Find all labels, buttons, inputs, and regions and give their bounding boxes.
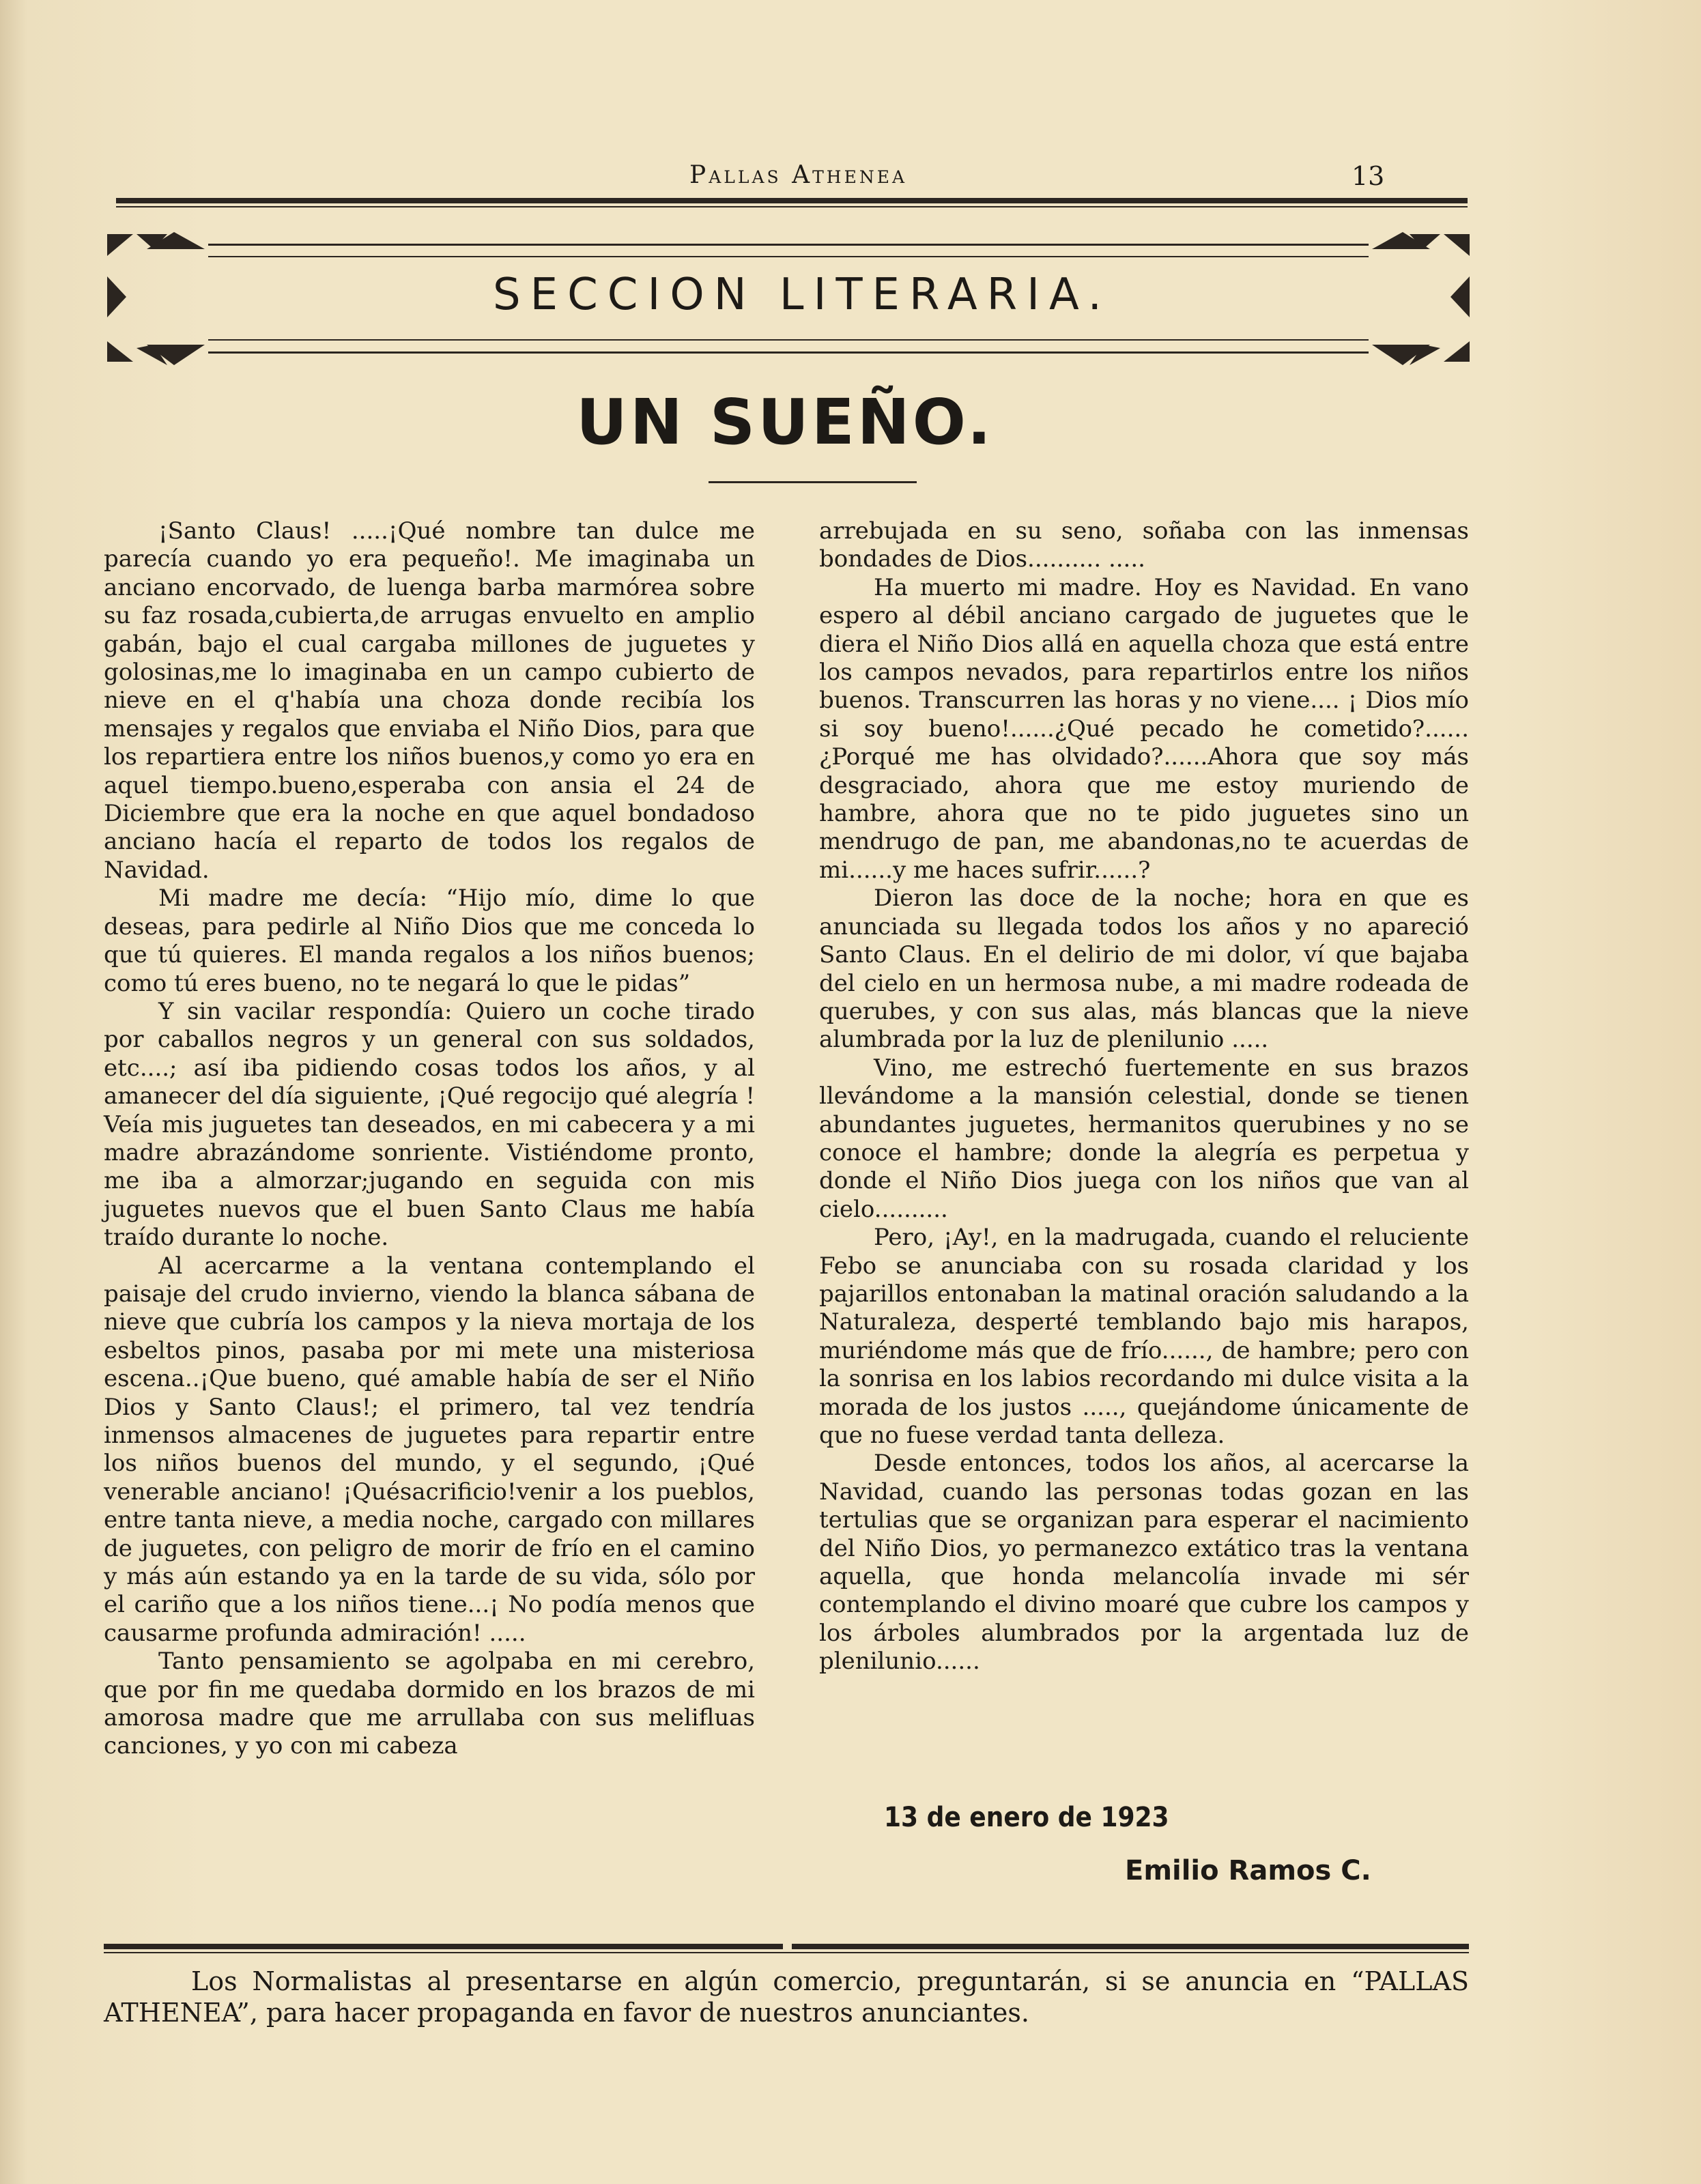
banner-rule-bottom xyxy=(208,351,1369,354)
article-column-right xyxy=(819,517,1469,1676)
article-author: Emilio Ramos C. xyxy=(1125,1855,1371,1886)
paragraph: Vino, me estrechó fuertemente en sus brazos llevándome a la mansión celestial, donde se tienen abundantes juguetes, hermanitos querubines y no se conoce el hambre; donde la alegría es perpetua y donde el Niño Dios juega con los niños que van al cielo.......... xyxy=(819,1054,1469,1223)
header-rule-thin xyxy=(116,206,1468,207)
paragraph: Pero, ¡Ay!, en la madrugada, cuando el reluciente Febo se anunciaba con su rosada claridad y los pajarillos entonaban la matinal oración saludando a la Naturaleza, desperté temblando bajo mis harapos, muriéndome más que de frío......, de hambre; pero con la sonrisa en los labios recordando mi dulce visita a la morada de los justos ....., quejándome únicamente de que no fuese verdad tanta delleza. xyxy=(819,1224,1469,1449)
header-rule xyxy=(116,198,1468,203)
footer-notice xyxy=(104,1966,1469,2028)
corner-ornament-left-icon xyxy=(106,229,208,369)
footer-text: Los Normalistas al presentarse en algún comercio, preguntarán, si se anuncia en “PALLAS ATHENEA”, para hacer propaganda en favor de nuestros anunciantes. xyxy=(104,1966,1469,2028)
article-title: UN SUEÑO. xyxy=(576,386,994,459)
paragraph: Al acercarme a la ventana contemplando el paisaje del crudo invierno, viendo la blanca sábana de nieve que cubría los campos y la nieva mortaja de los esbeltos pinos, pasaba por mi mete una misteriosa escena..¡Que bueno, qué amable había de ser el Niño Dios y Santo Claus!; el primero, tal vez tendría inmensos almacenes de juguetes para repartir entre los niños buenos del mundo, y el segundo, ¡Qué venerable anciano! ¡Quésacrificio!venir a los pueblos, entre tanta nieve, a media noche, cargado con millares de juguetes, con peligro de morir de frío en el camino y más aún estando ya en la tarde de su vida, sólo por el cariño que a los niños tiene...¡ No podía menos que causarme profunda admiración! ..... xyxy=(104,1252,755,1647)
paragraph: arrebujada en su seno, soñaba con las inmensas bondades de Dios.......... ..... xyxy=(819,517,1469,573)
footer-rule-thin xyxy=(104,1952,1469,1953)
page-number: 13 xyxy=(1352,161,1385,191)
section-title: SECCION LITERARIA. xyxy=(493,270,1111,320)
paragraph: Dieron las doce de la noche; hora en que es anunciada su llegada todos los años y no apareció Santo Claus. En el delirio de mi dolor, ví que bajaba del cielo en un hermosa nube, a mi madre rodeada de querubes, y con sus alas, más blancas que la nieve alumbrada por la luz de plenilunio ..... xyxy=(819,885,1469,1054)
footer-rule-left xyxy=(104,1944,783,1949)
title-underline xyxy=(709,481,917,483)
paragraph: Desde entonces, todos los años, al acercarse la Navidad, cuando las personas todas gozan en las tertulias que se organizan para esperar el nacimiento del Niño Dios, yo permanezco extático tras la ventana aquella, que honda melancolía invade mi sér contemplando el divino moaré que cubre los campos y los árboles alumbrados por la argentada luz de plenilunio...... xyxy=(819,1450,1469,1676)
banner-rule-top-thin xyxy=(208,256,1369,257)
section-banner xyxy=(106,229,1471,369)
corner-ornament-right-icon xyxy=(1369,229,1471,369)
paragraph: Mi madre me decía: “Hijo mío, dime lo que deseas, para pedirle al Niño Dios que me conceda lo que tú quieres. El manda regalos a los niños buenos; como tú eres bueno, no te negará lo que le pidas” xyxy=(104,885,755,997)
paragraph: Tanto pensamiento se agolpaba en mi cerebro, que por fin me quedaba dormido en los brazos de mi amorosa madre que me arrullaba con sus melifluas canciones, y yo con mi cabeza xyxy=(104,1648,755,1760)
banner-rule-bottom-thin xyxy=(208,339,1369,341)
paragraph: Y sin vacilar respondía: Quiero un coche tirado por caballos negros y un general con sus soldados, etc....; así iba pidiendo cosas todos los años, y al amanecer del día siguiente, ¡Qué regocijo qué alegría ! Veía mis juguetes tan deseados, en mi cabecera y a mi madre abrazándome sonriente. Vistiéndome pronto, me iba a almorzar;jugando en seguida con mis juguetes nuevos que el buen Santo Claus me había traído durante lo noche. xyxy=(104,997,755,1252)
article-column-left xyxy=(104,517,755,1761)
journal-name: Pallas Athenea xyxy=(689,161,908,189)
banner-rule-top xyxy=(208,244,1369,246)
paragraph: ¡Santo Claus! .....¡Qué nombre tan dulce me parecía cuando yo era pequeño!. Me imaginaba un anciano encorvado, de luenga barba marmórea sobre su faz rosada,cubierta,de arrugas envuelto en amplio gabán, bajo el cual cargaba millones de juguetes y golosinas,me lo imaginaba en un campo cubierto de nieve en el q'había una choza donde recibía los mensajes y regalos que enviaba el Niño Dios, para que los repartiera entre los niños buenos,y como yo era en aquel tiempo.bueno,esperaba con ansia el 24 de Diciembre que era la noche en que aquel bondadoso anciano hacía el reparto de todos los regalos de Navidad. xyxy=(104,517,755,884)
running-header xyxy=(116,161,1468,202)
footer-rule-right xyxy=(792,1944,1469,1949)
paragraph: Ha muerto mi madre. Hoy es Navidad. En vano espero al débil anciano cargado de juguetes que le diera el Niño Dios allá en aquella choza que está entre los campos nevados, para repartirlos entre los niños buenos. Transcurren las horas y no viene.... ¡ Dios mío si soy bueno!......¿Qué pecado he cometido?...... ¿Porqué me has olvidado?......Ahora que soy más desgraciado, ahora que me estoy muriendo de hambre, ahora que no te pido juguetes sino un mendrugo de pan, me abandonas,no te acuerdas de mi......y me haces sufrir......? xyxy=(819,573,1469,884)
article-date: 13 de enero de 1923 xyxy=(884,1802,1169,1833)
